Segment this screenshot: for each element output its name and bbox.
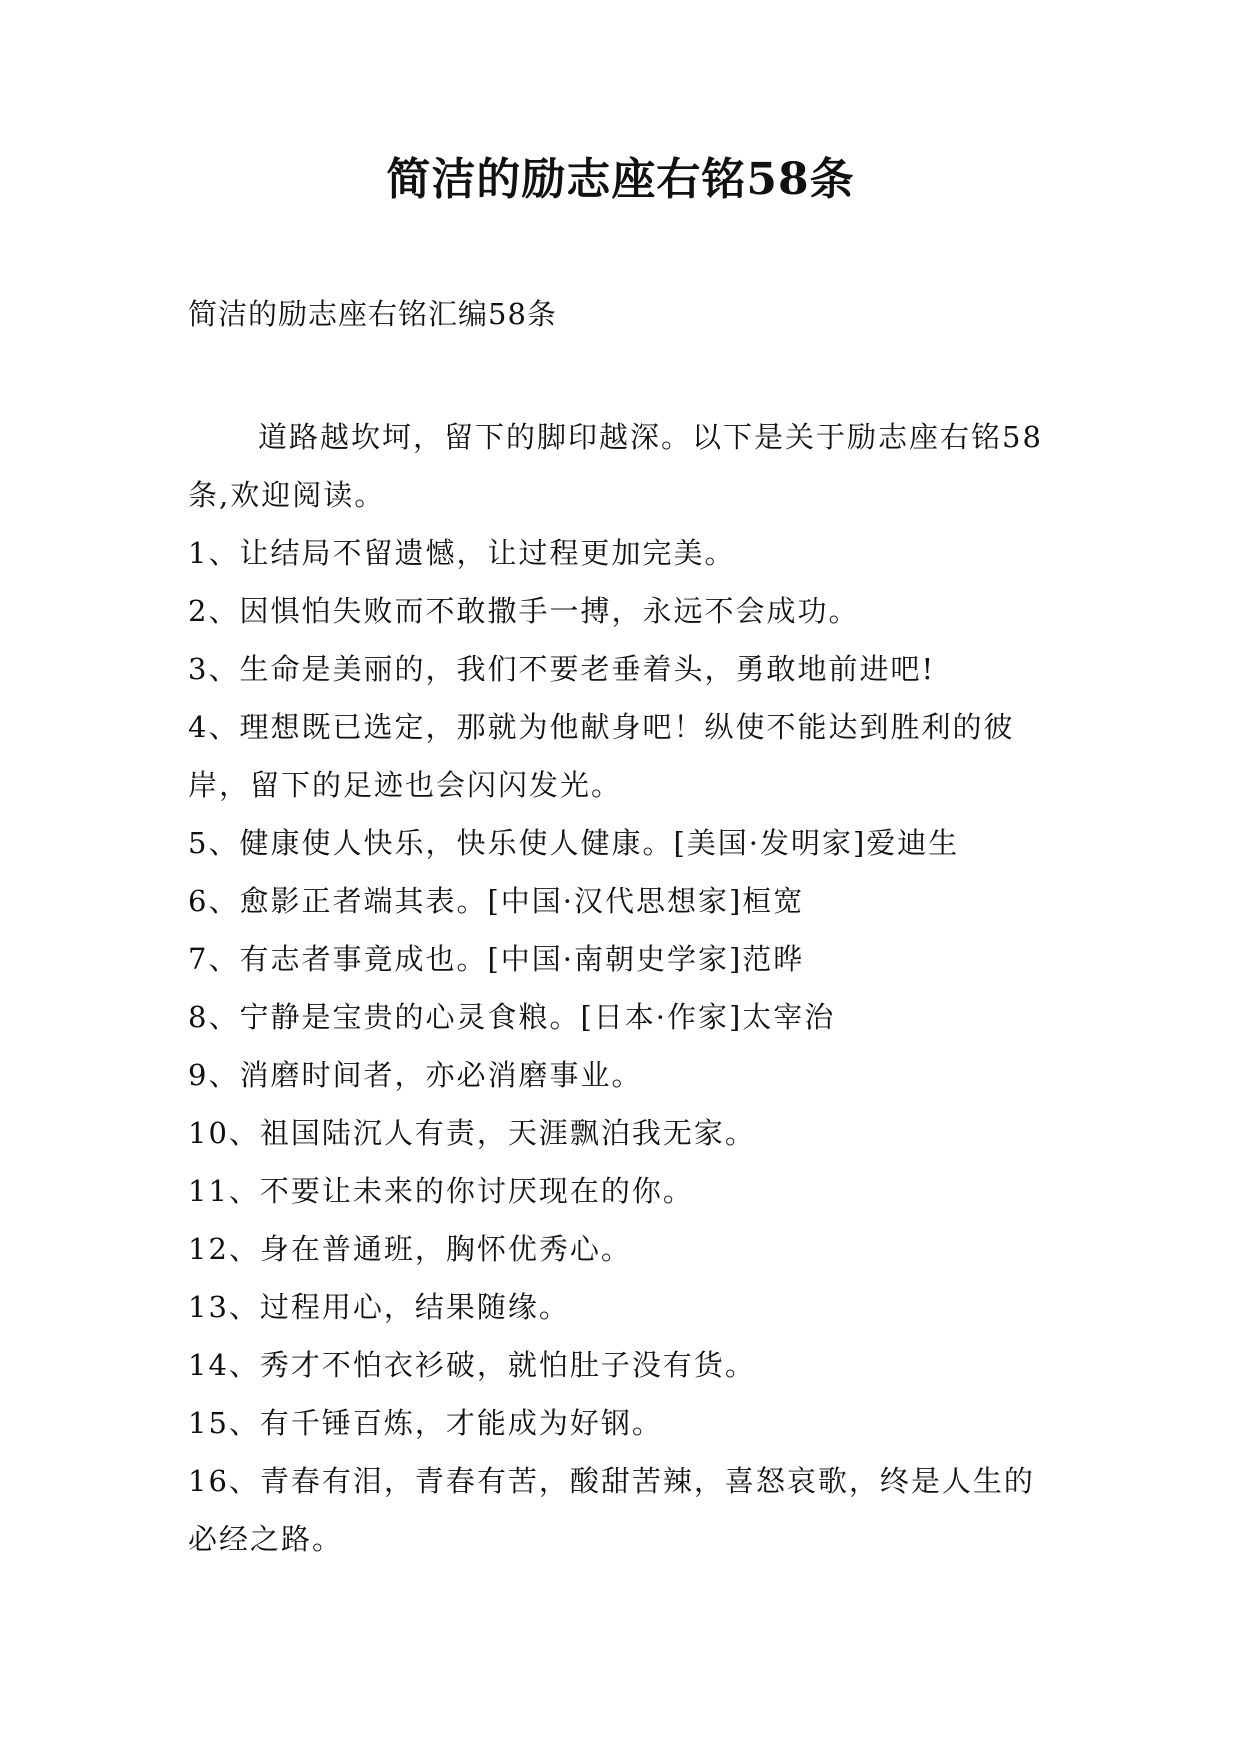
- document-body: [188, 408, 1058, 1568]
- document-title: 简洁的励志座右铭58条: [386, 154, 855, 205]
- list-item: 9、消磨时间者，亦必消磨事业。: [188, 1058, 643, 1092]
- list-item: 16、青春有泪，青春有苦，酸甜苦辣，喜怒哀歌，终是人生的必经之路。: [188, 1464, 1035, 1556]
- list-item: 11、不要让未来的你讨厌现在的你。: [188, 1174, 694, 1208]
- list-item: 12、身在普通班，胸怀优秀心。: [188, 1232, 632, 1266]
- list-item: 8、宁静是宝贵的心灵食粮。[日本·作家]太宰治: [188, 1000, 836, 1034]
- list-item: 6、愈影正者端其表。[中国·汉代思想家]桓宽: [188, 884, 805, 918]
- list-item: 2、因惧怕失败而不敢撒手一搏，永远不会成功。: [188, 594, 860, 628]
- list-item: 13、过程用心，结果随缘。: [188, 1290, 570, 1324]
- list-item: 10、祖国陆沉人有责，天涯飘泊我无家。: [188, 1116, 756, 1150]
- list-item: 14、秀才不怕衣衫破，就怕肚子没有货。: [188, 1348, 756, 1382]
- list-item: 5、健康使人快乐，快乐使人健康。[美国·发明家]爱迪生: [188, 826, 960, 860]
- document-subtitle: 简洁的励志座右铭汇编58条: [188, 297, 557, 331]
- intro-paragraph: 道路越坎坷，留下的脚印越深。以下是关于励志座右铭58条,欢迎阅读。: [188, 420, 1043, 512]
- list-item: 3、生命是美丽的，我们不要老垂着头，勇敢地前进吧!: [188, 652, 936, 686]
- list-item: 4、理想既已选定，那就为他献身吧！纵使不能达到胜利的彼岸，留下的足迹也会闪闪发光。: [188, 710, 1015, 802]
- list-item: 1、让结局不留遗憾，让过程更加完美。: [188, 536, 736, 570]
- list-item: 15、有千锤百炼，才能成为好钢。: [188, 1406, 663, 1440]
- list-item: 7、有志者事竟成也。[中国·南朝史学家]范晔: [188, 942, 805, 976]
